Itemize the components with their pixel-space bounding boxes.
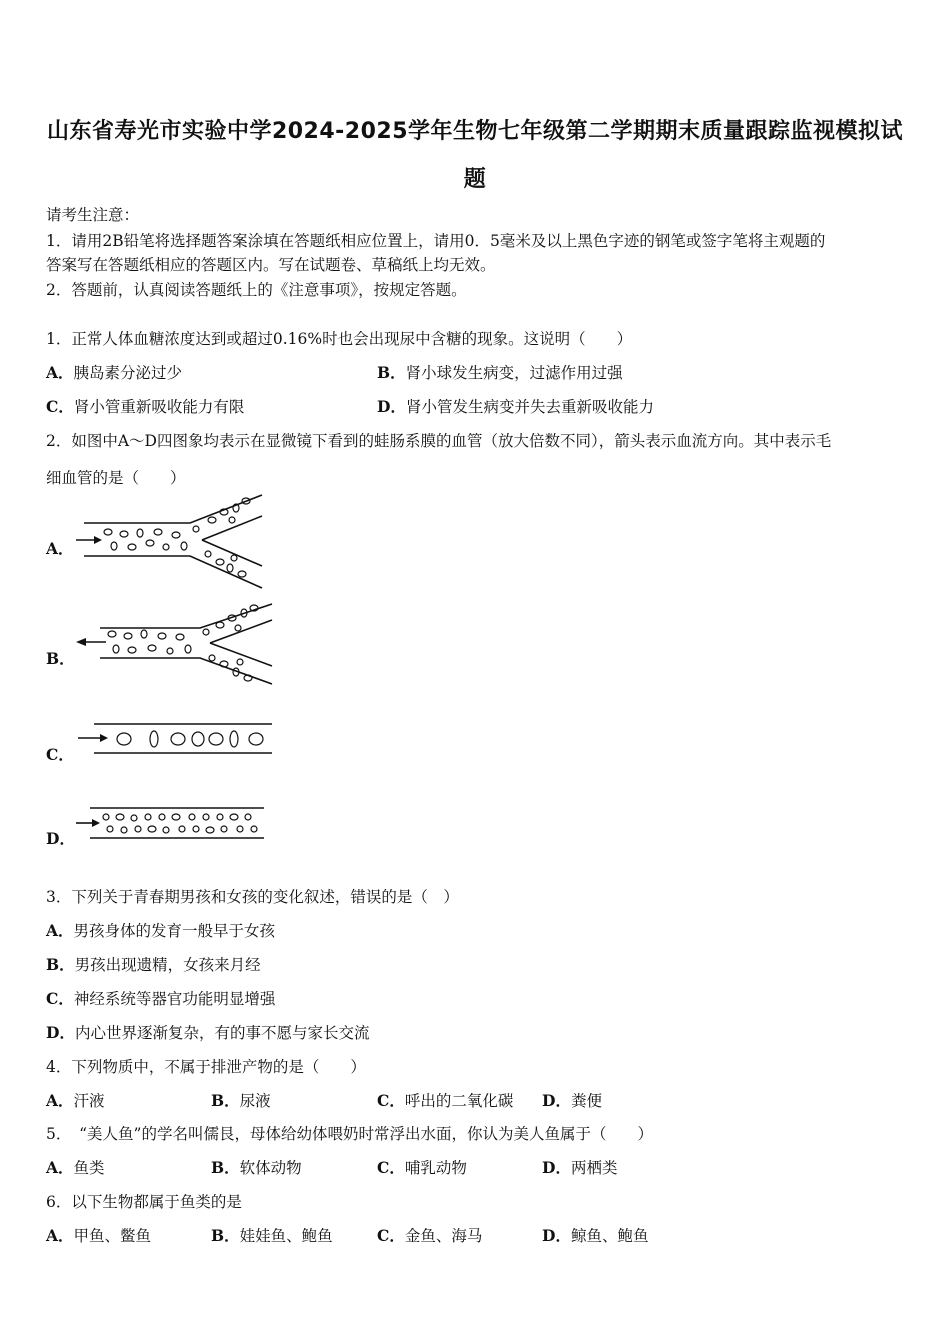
option-text: 肾小管重新吸收能力有限 <box>73 398 245 416</box>
option-label: C． <box>377 1158 405 1177</box>
question-1-option-d[interactable] <box>377 395 654 417</box>
document-title-line-2: 题 <box>463 167 487 192</box>
question-4-option-b[interactable] <box>211 1089 271 1111</box>
option-text: 神经系统等器官功能明显增强 <box>73 990 276 1008</box>
option-text: 肾小管发生病变并失去重新吸收能力 <box>405 398 654 416</box>
question-2-stem-line-2: 细血管的是（ ） <box>46 469 186 487</box>
option-label: A． <box>46 1226 74 1245</box>
option-label: D． <box>377 397 406 416</box>
option-label: D． <box>542 1158 571 1177</box>
question-6-option-d[interactable] <box>542 1224 648 1246</box>
question-6-option-c[interactable] <box>377 1224 482 1246</box>
figure-b-vessel-diagram <box>72 600 277 690</box>
option-label: C． <box>377 1091 405 1110</box>
option-label: B． <box>211 1226 240 1245</box>
figure-d-vessel-diagram <box>72 803 272 843</box>
question-1-option-b[interactable] <box>377 361 623 383</box>
notice-item-1-line-2: 答案写在答题纸相应的答题区内。写在试题卷、草稿纸上均无效。 <box>46 256 496 274</box>
option-label: D． <box>542 1226 571 1245</box>
option-label: C． <box>377 1226 405 1245</box>
figure-b-label[interactable]: B． <box>46 649 75 668</box>
question-5-option-d[interactable] <box>542 1156 617 1178</box>
option-text: 鲸鱼、鲍鱼 <box>570 1227 649 1245</box>
notice-item-1-line-1: 1．请用2B铅笔将选择题答案涂填在答题纸相应位置上，请用0．5毫米及以上黑色字迹的钢笔或签字笔将主观题的 <box>46 232 826 250</box>
option-label: B． <box>377 363 406 382</box>
question-3-option-c[interactable] <box>46 987 275 1009</box>
question-3-option-a[interactable] <box>46 919 275 941</box>
question-4-option-a[interactable] <box>46 1089 105 1111</box>
option-text: 胰岛素分泌过少 <box>73 364 183 382</box>
question-1-option-c[interactable] <box>46 395 244 417</box>
question-5-option-b[interactable] <box>211 1156 302 1178</box>
option-text: 内心世界逐渐复杂，有的事不愿与家长交流 <box>74 1024 370 1042</box>
option-label: C． <box>46 397 74 416</box>
question-6-option-b[interactable] <box>211 1224 333 1246</box>
option-text: 呼出的二氧化碳 <box>404 1092 514 1110</box>
option-label: B． <box>46 955 75 974</box>
question-5-option-c[interactable] <box>377 1156 467 1178</box>
option-text: 汗液 <box>73 1092 105 1110</box>
question-3-option-d[interactable] <box>46 1021 369 1043</box>
option-text: 两栖类 <box>570 1159 618 1177</box>
option-text: 尿液 <box>239 1092 271 1110</box>
option-text: 娃娃鱼、鲍鱼 <box>239 1227 333 1245</box>
figure-a-label[interactable]: A． <box>46 539 74 558</box>
option-text: 哺乳动物 <box>404 1159 467 1177</box>
question-4-option-d[interactable] <box>542 1089 602 1111</box>
question-1-option-a[interactable] <box>46 361 182 383</box>
option-label: A． <box>46 921 74 940</box>
figure-c-label[interactable]: C． <box>46 745 74 764</box>
option-text: 鱼类 <box>73 1159 105 1177</box>
option-text: 男孩身体的发育一般早于女孩 <box>73 922 276 940</box>
question-2-stem-line-1: 2．如图中A～D四图象均表示在显微镜下看到的蛙肠系膜的血管（放大倍数不同），箭头表示血流方向。其中表示毛 <box>46 432 832 450</box>
option-text: 甲鱼、鳖鱼 <box>73 1227 152 1245</box>
option-text: 肾小球发生病变，过滤作用过强 <box>405 364 623 382</box>
question-4-stem: 4．下列物质中，不属于排泄产物的是（ ） <box>46 1058 366 1076</box>
option-label: A． <box>46 1091 74 1110</box>
question-1-stem: 1．正常人体血糖浓度达到或超过0.16%时也会出现尿中含糖的现象。这说明（ ） <box>46 330 633 348</box>
figure-d-label[interactable]: D． <box>46 829 75 848</box>
option-label: B． <box>211 1091 240 1110</box>
question-6-option-a[interactable] <box>46 1224 151 1246</box>
figure-c-vessel-diagram <box>72 720 277 758</box>
question-3-stem: 3．下列关于青春期男孩和女孩的变化叙述，错误的是（ ） <box>46 888 459 906</box>
figure-a-vessel-diagram <box>72 490 272 590</box>
option-label: B． <box>211 1158 240 1177</box>
option-label: C． <box>46 989 74 1008</box>
option-text: 粪便 <box>570 1092 602 1110</box>
option-label: A． <box>46 363 74 382</box>
question-3-option-b[interactable] <box>46 953 261 975</box>
notice-item-2: 2．答题前，认真阅读答题纸上的《注意事项》，按规定答题。 <box>46 281 467 299</box>
document-title-line-1: 山东省寿光市实验中学2024-2025学年生物七年级第二学期期末质量跟踪监视模拟试 <box>46 119 904 144</box>
question-4-option-c[interactable] <box>377 1089 513 1111</box>
question-6-stem: 6．以下生物都属于鱼类的是 <box>46 1193 242 1211</box>
option-label: A． <box>46 1158 74 1177</box>
option-text: 金鱼、海马 <box>404 1227 483 1245</box>
notice-heading: 请考生注意： <box>46 206 140 224</box>
option-label: D． <box>46 1023 75 1042</box>
question-5-stem: 5． “美人鱼”的学名叫儒艮，母体给幼体喂奶时常浮出水面，你认为美人鱼属于（ ） <box>46 1125 653 1143</box>
option-label: D． <box>542 1091 571 1110</box>
option-text: 软体动物 <box>239 1159 302 1177</box>
question-5-option-a[interactable] <box>46 1156 105 1178</box>
option-text: 男孩出现遗精，女孩来月经 <box>74 956 261 974</box>
